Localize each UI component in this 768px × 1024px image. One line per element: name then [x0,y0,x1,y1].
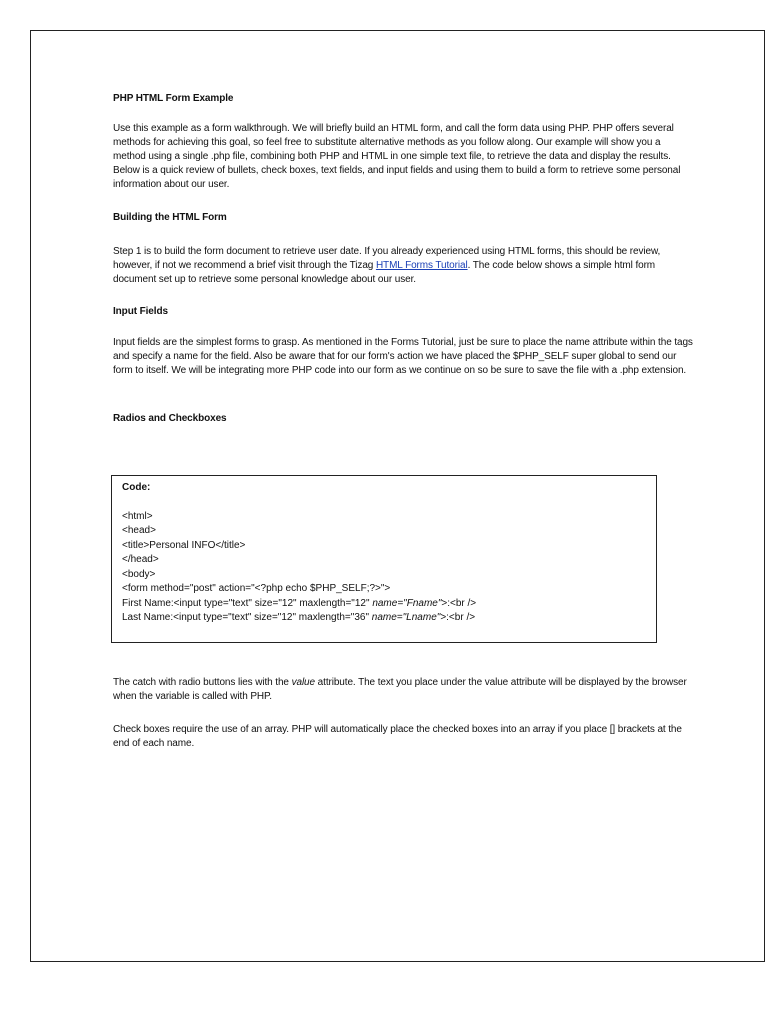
radio-text-after: attribute. The text you place under the value attribute will be displayed by the browser when the variable is called with PHP. [113,677,687,702]
checkbox-paragraph: Check boxes require the use of an array. PHP will automatically place the checked boxes into an array if you place [] brackets at the end of each name. [113,724,682,749]
building-text-after: . The code below shows a simple html form document set up to retrieve some personal knowledge about our user. [113,260,656,285]
code-text: >:<br /> [440,612,476,623]
code-line: <form method="post" action="<?php echo $PHP_SELF;?>"> [122,583,391,594]
radio-paragraph [113,676,693,704]
code-text: Last Name:<input type="text" size="12" maxlength="36" [122,612,372,623]
code-block [111,475,657,643]
document-page [30,30,765,962]
page-title: PHP HTML Form Example [113,93,234,104]
code-line: <head> [122,525,156,536]
heading-input-fields: Input Fields [113,306,168,317]
heading-building-form: Building the HTML Form [113,212,227,223]
building-text-before: Step 1 is to build the form document to retrieve user date. If you already experienced using HTML forms, this should be review, however, if not we recommend a brief visit through the Tizag [113,246,661,271]
code-line-first-name [122,597,646,612]
code-line: <html> [122,510,153,522]
building-form-paragraph [113,245,693,287]
code-text: First Name:<input type="text" size="12" maxlength="12" [122,597,373,609]
code-label: Code: [122,482,151,493]
input-fields-paragraph: Input fields are the simplest forms to grasp. As mentioned in the Forms Tutorial, just be sure to place the name attribute within the tags and specify a name for the field. Also be aware that for our form's action we have placed the $PHP_SELF super global to send our form to itself. We will be integrating more PHP code into our form as we continue on so be sure to save the file with a .php extension. [113,337,693,376]
radio-text-italic: value [291,677,315,688]
intro-paragraph: Use this example as a form walkthrough. We will briefly build an HTML form, and call the form data using PHP. PHP offers several methods for achieving this goal, so feel free to substitute alternative methods as you follow along. Our example will show you a method using a single .php file, combining both PHP and HTML in one simple text file, to retrieve the data and display the results. Below is a quick review of bullets, check boxes, text fields, and input fields and using them to build a form to retrieve some personal information about our user. [113,123,681,190]
code-line: </head> [122,554,159,565]
code-line: <body> [122,568,156,580]
radio-text-before: The catch with radio buttons lies with the [113,677,292,688]
code-text: >:<br /> [441,597,477,609]
heading-radios-checkboxes: Radios and Checkboxes [113,413,227,424]
html-forms-tutorial-link[interactable]: HTML Forms Tutorial [375,260,468,271]
code-italic-text: name="Fname" [372,597,442,609]
code-italic-text: name="Lname" [371,612,441,623]
code-line: <title>Personal INFO</title> [122,539,246,551]
code-line-last-name [122,611,646,626]
